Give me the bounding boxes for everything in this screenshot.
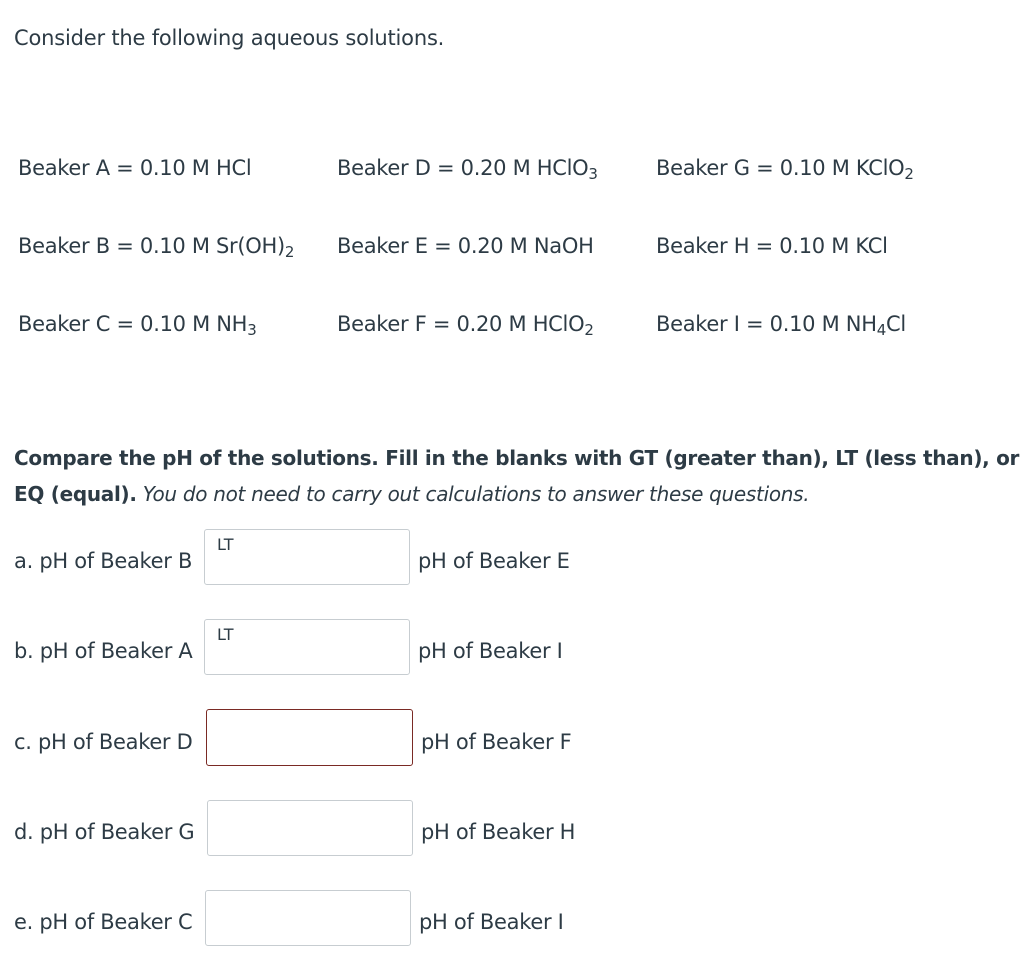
beaker-b-text: Beaker B = 0.10 M Sr(OH) xyxy=(18,234,285,258)
beaker-b xyxy=(18,234,295,261)
beaker-c xyxy=(18,312,257,339)
beaker-e-text: Beaker E = 0.20 M NaOH xyxy=(337,234,594,258)
beaker-g-text: Beaker G = 0.10 M KClO xyxy=(656,156,905,180)
question-a-blank[interactable]: LT xyxy=(204,529,410,585)
instructions-italic: You do not need to carry out calculations to answer these questions. xyxy=(142,482,810,506)
beaker-i-sub: 4 xyxy=(876,321,886,339)
question-b-blank[interactable]: LT xyxy=(204,619,410,675)
beaker-h xyxy=(656,234,888,258)
question-d-right: pH of Beaker H xyxy=(421,820,576,844)
beaker-g xyxy=(656,156,914,183)
beaker-f-text: Beaker F = 0.20 M HClO xyxy=(337,312,585,336)
question-d-left: d. pH of Beaker G xyxy=(14,820,195,844)
beaker-g-sub: 2 xyxy=(904,165,914,183)
question-b-right: pH of Beaker I xyxy=(418,639,563,663)
beaker-e xyxy=(337,234,594,258)
instructions-bold: Compare the pH of the solutions. Fill in the blanks with GT (greater than), LT (less than), or EQ (equal). xyxy=(14,446,1020,506)
beaker-i-suffix: Cl xyxy=(885,312,906,336)
question-a-left: a. pH of Beaker B xyxy=(14,549,193,573)
beaker-f xyxy=(337,312,594,339)
question-c-left: c. pH of Beaker D xyxy=(14,730,193,754)
question-a-right: pH of Beaker E xyxy=(418,549,570,573)
beaker-i-text: Beaker I = 0.10 M NH xyxy=(656,312,877,336)
beaker-a-text: Beaker A = 0.10 M HCl xyxy=(18,156,252,180)
question-c-blank[interactable] xyxy=(206,709,413,766)
question-e-blank[interactable] xyxy=(205,890,411,946)
beaker-d-sub: 3 xyxy=(588,165,598,183)
question-d-blank[interactable] xyxy=(207,800,413,856)
question-e-left: e. pH of Beaker C xyxy=(14,910,193,934)
beaker-f-sub: 2 xyxy=(584,321,594,339)
beaker-a xyxy=(18,156,251,180)
question-c-right: pH of Beaker F xyxy=(421,730,572,754)
beaker-h-text: Beaker H = 0.10 M KCl xyxy=(656,234,888,258)
beaker-d xyxy=(337,156,598,183)
beaker-i xyxy=(656,312,906,339)
intro-text: Consider the following aqueous solutions. xyxy=(14,26,445,50)
beaker-d-text: Beaker D = 0.20 M HClO xyxy=(337,156,589,180)
question-e-right: pH of Beaker I xyxy=(419,910,564,934)
beaker-c-text: Beaker C = 0.10 M NH xyxy=(18,312,248,336)
question-b-left: b. pH of Beaker A xyxy=(14,639,193,663)
beaker-b-sub: 2 xyxy=(284,243,295,261)
instructions xyxy=(14,440,1024,512)
beaker-c-sub: 3 xyxy=(247,321,257,339)
